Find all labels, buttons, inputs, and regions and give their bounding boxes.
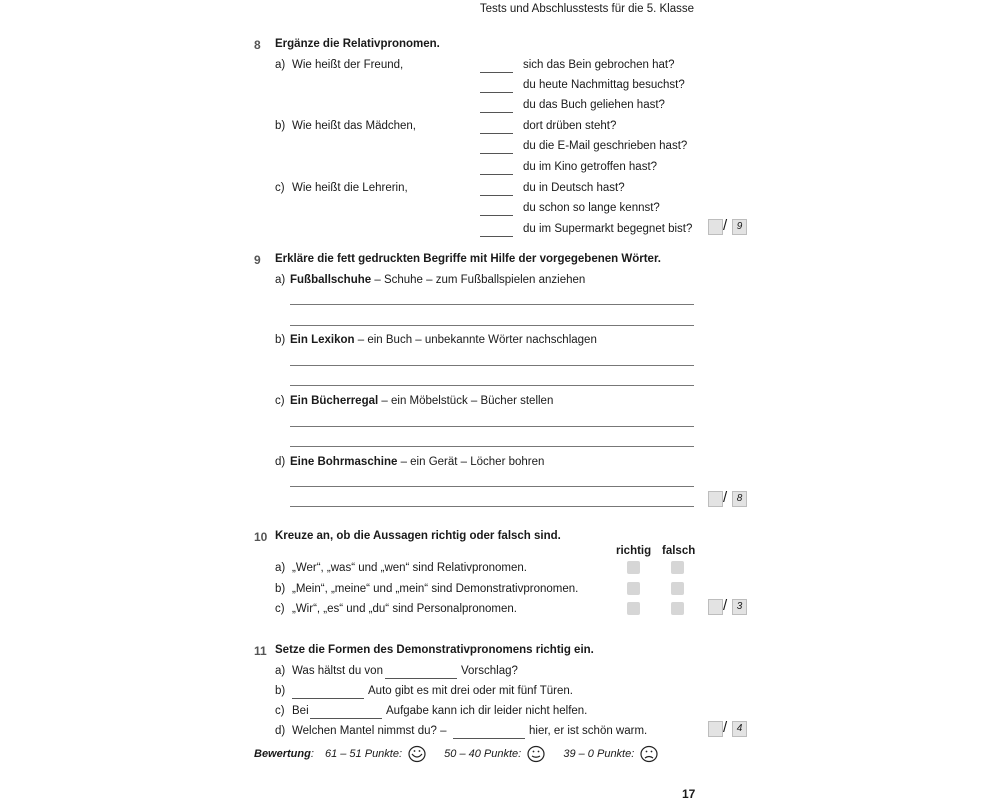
ex9-item-c [290, 395, 553, 407]
ex11-a-after: Vorschlag? [461, 665, 518, 677]
page-header: Tests und Abschlusstests für die 5. Klasse [479, 3, 694, 15]
ex10-c-richtig-checkbox[interactable] [627, 602, 640, 615]
ex9-max-points: 8 [732, 491, 747, 507]
ex8-c-blank-3[interactable] [480, 236, 513, 237]
ex11-score-slash: / [723, 719, 728, 736]
exercise-9-number: 9 [254, 253, 261, 267]
ex8-score-input[interactable] [708, 219, 723, 235]
ex11-d-before: Welchen Mantel nimmst du? – [292, 725, 447, 737]
ex10-c-falsch-checkbox[interactable] [671, 602, 684, 615]
ex8-a-clause-2: du heute Nachmittag besuchst? [523, 79, 685, 91]
ex9-d-answer-line-1[interactable] [290, 486, 694, 487]
ex8-subject-a: Wie heißt der Freund, [292, 59, 404, 71]
ex9-term-d: Eine Bohrmaschine [290, 456, 398, 468]
ex9-term-c: Ein Bücherregal [290, 395, 379, 407]
rating-range-good: 61 – 51 Punkte: [324, 747, 403, 760]
ex9-a-answer-line-1[interactable] [290, 304, 694, 305]
ex8-b-clause-3: du im Kino getroffen hast? [523, 161, 658, 173]
ex10-a-richtig-checkbox[interactable] [627, 561, 640, 574]
content-face-icon [526, 745, 546, 763]
ex8-a-clause-1: sich das Bein gebrochen hat? [523, 59, 675, 71]
ex10-statement-b: „Mein“, „meine“ und „mein“ sind Demonstrativpronomen. [292, 583, 579, 595]
ex9-term-a: Fußballschuhe [290, 274, 372, 286]
ex9-label-c: c) [275, 395, 285, 407]
ex8-a-clause-3: du das Buch geliehen hast? [523, 99, 665, 111]
ex11-d-after: hier, er ist schön warm. [529, 725, 648, 737]
ex10-b-falsch-checkbox[interactable] [671, 582, 684, 595]
ex11-a-before: Was hältst du von [292, 665, 383, 677]
exercise-9-title: Erkläre die fett gedruckten Begriffe mit Hilfe der vorgegebenen Wörter. [275, 253, 661, 265]
ex8-b-blank-2[interactable] [480, 153, 513, 154]
ex11-c-before: Bei [292, 705, 309, 717]
ex11-max-points: 4 [732, 721, 747, 737]
ex10-b-richtig-checkbox[interactable] [627, 582, 640, 595]
ex8-max-points: 9 [732, 219, 747, 235]
ex8-c-clause-2: du schon so lange kennst? [523, 202, 660, 214]
ex9-a-answer-line-2[interactable] [290, 325, 694, 326]
rating-range-bad: 39 – 0 Punkte: [563, 747, 635, 760]
ex8-a-blank-2[interactable] [480, 92, 513, 93]
ex11-label-b: b) [275, 685, 286, 697]
ex11-c-blank[interactable] [310, 718, 382, 719]
ex9-d-answer-line-2[interactable] [290, 506, 694, 507]
ex11-label-d: d) [275, 725, 286, 737]
ex8-a-blank-3[interactable] [480, 112, 513, 113]
ex9-item-a [290, 274, 585, 286]
ex9-hint-c: – ein Möbelstück – Bücher stellen [378, 395, 554, 407]
ex11-label-c: c) [275, 705, 285, 717]
ex8-a-blank-1[interactable] [480, 72, 513, 73]
ex8-c-clause-3: du im Supermarkt begegnet bist? [523, 223, 693, 235]
ex11-a-blank[interactable] [385, 678, 457, 679]
ex10-label-b: b) [275, 583, 286, 595]
exercise-10-title: Kreuze an, ob die Aussagen richtig oder falsch sind. [275, 530, 561, 542]
ex11-label-a: a) [275, 665, 286, 677]
rating-range-medium: 50 – 40 Punkte: [444, 747, 522, 760]
ex10-score-input[interactable] [708, 599, 723, 615]
ex11-b-after: Auto gibt es mit drei oder mit fünf Türen. [368, 685, 573, 697]
ex8-score-box [708, 217, 748, 235]
ex9-c-answer-line-2[interactable] [290, 446, 694, 447]
ex9-hint-d: – ein Gerät – Löcher bohren [397, 456, 545, 468]
ex8-label-a: a) [275, 59, 286, 71]
ex11-c-after: Aufgabe kann ich dir leider nicht helfen. [386, 705, 588, 717]
ex11-b-blank[interactable] [292, 698, 364, 699]
ex9-b-answer-line-1[interactable] [290, 365, 694, 366]
rating-row [254, 745, 659, 763]
ex9-term-b: Ein Lexikon [290, 334, 355, 346]
ex10-statement-c: „Wir“, „es“ und „du“ sind Personalpronomen. [292, 603, 517, 615]
ex10-label-a: a) [275, 562, 286, 574]
ex10-max-points: 3 [732, 599, 747, 615]
ex9-hint-b: – ein Buch – unbekannte Wörter nachschlagen [354, 334, 597, 346]
rating-colon: : [310, 747, 314, 760]
exercise-8-title: Ergänze die Relativpronomen. [275, 38, 440, 50]
column-falsch: falsch [662, 545, 696, 557]
ex9-score-slash: / [723, 489, 728, 506]
exercise-11-number: 11 [254, 644, 267, 658]
ex8-score-slash: / [723, 217, 728, 234]
ex9-label-b: b) [275, 334, 286, 346]
ex8-c-blank-1[interactable] [480, 195, 513, 196]
ex9-item-b [290, 334, 597, 346]
ex9-item-d [290, 456, 544, 468]
ex10-score-box [708, 597, 748, 615]
ex8-b-clause-1: dort drüben steht? [523, 120, 617, 132]
ex10-label-c: c) [275, 603, 285, 615]
sad-face-icon [639, 745, 659, 763]
ex8-c-clause-1: du in Deutsch hast? [523, 182, 625, 194]
ex11-score-input[interactable] [708, 721, 723, 737]
ex9-hint-a: – Schuhe – zum Fußballspielen anziehen [371, 274, 586, 286]
happy-face-icon [407, 745, 427, 763]
ex9-c-answer-line-1[interactable] [290, 426, 694, 427]
ex8-b-blank-1[interactable] [480, 133, 513, 134]
ex10-statement-a: „Wer“, „was“ und „wen“ sind Relativpronomen. [292, 562, 527, 574]
ex9-label-d: d) [275, 456, 286, 468]
ex8-c-blank-2[interactable] [480, 215, 513, 216]
exercise-11-title: Setze die Formen des Demonstrativpronomens richtig ein. [275, 644, 594, 656]
ex9-score-box [708, 489, 748, 507]
ex8-b-clause-2: du die E-Mail geschrieben hast? [523, 140, 688, 152]
ex9-label-a: a) [275, 274, 286, 286]
exercise-10-number: 10 [254, 530, 268, 544]
ex9-b-answer-line-2[interactable] [290, 385, 694, 386]
ex10-a-falsch-checkbox[interactable] [671, 561, 684, 574]
ex8-label-c: c) [275, 182, 285, 194]
ex8-subject-c: Wie heißt die Lehrerin, [292, 182, 408, 194]
ex10-score-slash: / [723, 597, 728, 614]
page-number: 17 [682, 787, 696, 801]
ex8-label-b: b) [275, 120, 286, 132]
rating-label: Bewertung [254, 747, 311, 760]
ex8-b-blank-3[interactable] [480, 174, 513, 175]
ex11-score-box [708, 719, 748, 737]
column-richtig: richtig [616, 545, 652, 557]
ex11-d-blank[interactable] [453, 738, 525, 739]
ex8-subject-b: Wie heißt das Mädchen, [292, 120, 417, 132]
exercise-8-number: 8 [254, 38, 261, 52]
ex9-score-input[interactable] [708, 491, 723, 507]
